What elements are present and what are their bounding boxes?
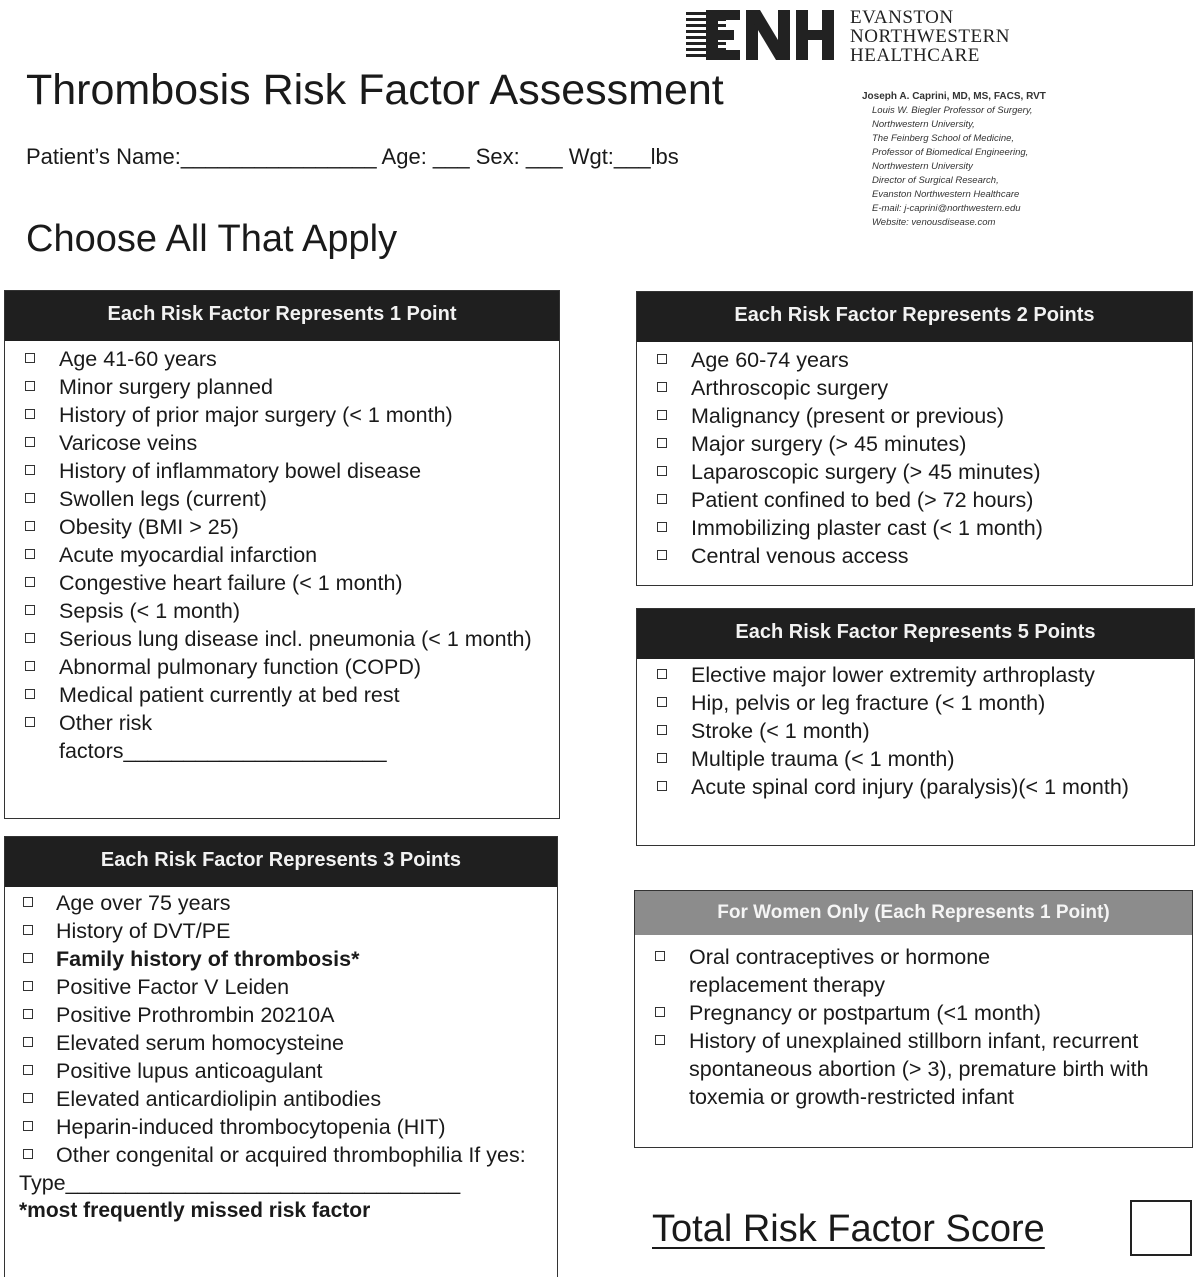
risk-item[interactable]	[5, 541, 559, 569]
risk-item-label: Laparoscopic surgery (> 45 minutes)	[691, 460, 1041, 484]
risk-item[interactable]	[5, 1029, 557, 1057]
risk-item[interactable]	[5, 597, 559, 625]
author-block	[862, 90, 1112, 230]
risk-item-label: Multiple trauma (< 1 month)	[691, 747, 955, 771]
risk-item-label: Elevated anticardiolipin antibodies	[56, 1087, 382, 1111]
risk-item[interactable]	[5, 457, 559, 485]
risk-item-label: Positive lupus anticoagulant	[56, 1059, 323, 1083]
checkbox-icon[interactable]	[657, 494, 667, 504]
risk-item-label: Obesity (BMI > 25)	[59, 515, 239, 539]
instruction-heading: Choose All That Apply	[26, 218, 398, 260]
risk-item[interactable]	[5, 889, 557, 917]
risk-item[interactable]	[5, 653, 559, 681]
checkbox-icon[interactable]	[657, 550, 667, 560]
author-line: Website: venousdisease.com	[872, 217, 996, 228]
author-name: Joseph A. Caprini, MD, MS, FACS, RVT	[862, 91, 1046, 102]
risk-item[interactable]	[637, 717, 1194, 745]
risk-item-label: Elective major lower extremity arthroplasty	[691, 663, 1095, 687]
author-line: Northwestern University	[872, 161, 973, 172]
risk-item-label: History of inflammatory bowel disease	[59, 459, 422, 483]
checkbox-icon[interactable]	[25, 521, 35, 531]
risk-item[interactable]	[5, 917, 557, 945]
risk-item[interactable]	[5, 345, 559, 373]
checkbox-icon[interactable]	[25, 353, 35, 363]
total-score-input[interactable]	[1130, 1200, 1192, 1256]
risk-item-label: Heparin-induced thrombocytopenia (HIT)	[56, 1115, 446, 1139]
checkbox-icon[interactable]	[23, 1149, 33, 1159]
risk-list	[637, 342, 1192, 570]
risk-item[interactable]	[637, 689, 1194, 717]
checkbox-icon[interactable]	[25, 605, 35, 615]
risk-item[interactable]	[5, 1001, 557, 1029]
risk-item-label: Medical patient currently at bed rest	[59, 683, 400, 707]
author-line: Director of Surgical Research,	[872, 175, 999, 186]
logo-line: NORTHWESTERN	[850, 26, 1011, 47]
risk-item-label: Central venous access	[691, 544, 909, 568]
checkbox-icon[interactable]	[25, 409, 35, 419]
risk-item[interactable]	[5, 429, 559, 457]
risk-item-label: Congestive heart failure (< 1 month)	[59, 571, 403, 595]
author-line: E-mail: j-caprini@northwestern.edu	[872, 203, 1021, 214]
checkbox-icon[interactable]	[655, 1035, 665, 1045]
risk-item-label: History of prior major surgery (< 1 month)	[59, 403, 453, 427]
author-line: Evanston Northwestern Healthcare	[872, 189, 1020, 200]
risk-box-3-points	[4, 836, 558, 1277]
risk-list	[637, 659, 1194, 801]
risk-item-label: Age 60-74 years	[691, 348, 849, 372]
checkbox-icon[interactable]	[25, 381, 35, 391]
logo-line: EVANSTON	[850, 7, 954, 28]
box-heading: For Women Only (Each Represents 1 Point)	[635, 891, 1192, 935]
risk-box-5-points	[636, 608, 1195, 846]
checkbox-icon[interactable]	[23, 953, 33, 963]
checkbox-icon[interactable]	[25, 493, 35, 503]
risk-item[interactable]	[5, 973, 557, 1001]
patient-info-line: Patient’s Name:________________ Age: ___ Sex: ___ Wgt:___lbs	[26, 144, 679, 169]
risk-item[interactable]	[637, 773, 1194, 801]
author-line: Professor of Biomedical Engineering,	[872, 147, 1029, 158]
risk-item[interactable]	[5, 569, 559, 597]
risk-item[interactable]	[5, 513, 559, 541]
risk-item-label: Other congenital or acquired thrombophilia If yes:	[56, 1143, 526, 1167]
checkbox-icon[interactable]	[23, 1065, 33, 1075]
risk-item-label: Positive Factor V Leiden	[56, 975, 290, 999]
risk-item[interactable]	[637, 458, 1192, 486]
risk-item-label: Acute spinal cord injury (paralysis)(< 1 month)	[691, 775, 1129, 799]
checkbox-icon[interactable]	[23, 897, 33, 907]
total-score-label: Total Risk Factor Score	[652, 1208, 1045, 1250]
risk-item-label: Age over 75 years	[56, 891, 231, 915]
footnote: *most frequently missed risk factor	[19, 1199, 371, 1222]
risk-item[interactable]	[5, 945, 557, 973]
risk-item[interactable]	[637, 661, 1194, 689]
risk-box-women-only	[634, 890, 1193, 1148]
risk-item[interactable]	[637, 745, 1194, 773]
risk-item[interactable]	[5, 1057, 557, 1085]
risk-item-label: Malignancy (present or previous)	[691, 404, 1005, 428]
risk-item[interactable]	[637, 542, 1192, 570]
risk-item[interactable]	[5, 373, 559, 401]
risk-item[interactable]	[637, 486, 1192, 514]
risk-item[interactable]	[637, 374, 1192, 402]
author-line: Louis W. Biegler Professor of Surgery,	[872, 105, 1033, 116]
risk-item[interactable]	[637, 430, 1192, 458]
risk-item-label: Swollen legs (current)	[59, 487, 267, 511]
risk-item-label: History of DVT/PE	[56, 919, 231, 943]
checkbox-icon[interactable]	[23, 1037, 33, 1047]
checkbox-icon[interactable]	[25, 437, 35, 447]
author-line: The Feinberg School of Medicine,	[872, 133, 1015, 144]
checkbox-icon[interactable]	[655, 951, 665, 961]
checkbox-icon[interactable]	[25, 577, 35, 587]
risk-item-label: Arthroscopic surgery	[691, 376, 889, 400]
risk-item-label: Abnormal pulmonary function (COPD)	[59, 655, 422, 679]
enh-logo-mark	[686, 8, 836, 62]
risk-item-label: Oral contraceptives or hormone replacement therapy	[689, 945, 991, 997]
checkbox-icon[interactable]	[25, 689, 35, 699]
checkbox-icon[interactable]	[23, 1121, 33, 1131]
risk-list	[5, 887, 557, 1169]
checkbox-icon[interactable]	[23, 925, 33, 935]
risk-item[interactable]	[635, 943, 1192, 999]
box-heading: Each Risk Factor Represents 2 Points	[637, 292, 1192, 342]
risk-item[interactable]	[5, 1141, 557, 1169]
checkbox-icon[interactable]	[23, 1093, 33, 1103]
logo-line: HEALTHCARE	[850, 45, 980, 66]
checkbox-icon[interactable]	[657, 753, 667, 763]
checkbox-icon[interactable]	[25, 465, 35, 475]
checkbox-icon[interactable]	[657, 522, 667, 532]
risk-item-label: Minor surgery planned	[59, 375, 273, 399]
risk-item-label: Stroke (< 1 month)	[691, 719, 870, 743]
risk-item[interactable]	[635, 1027, 1192, 1111]
checkbox-icon[interactable]	[23, 981, 33, 991]
risk-item[interactable]	[5, 709, 419, 765]
risk-item-label: Age 41-60 years	[59, 347, 217, 371]
box-heading: Each Risk Factor Represents 3 Points	[5, 837, 557, 887]
checkbox-icon[interactable]	[657, 382, 667, 392]
enh-logo	[686, 6, 1046, 66]
thrombophilia-type-field[interactable]: Type_________________________________	[19, 1171, 461, 1195]
risk-item-label: Patient confined to bed (> 72 hours)	[691, 488, 1034, 512]
risk-list	[635, 935, 1192, 1111]
risk-item[interactable]	[5, 625, 559, 653]
risk-item[interactable]	[635, 999, 1192, 1027]
risk-item[interactable]	[5, 1113, 557, 1141]
checkbox-icon[interactable]	[655, 1007, 665, 1017]
checkbox-icon[interactable]	[657, 725, 667, 735]
checkbox-icon[interactable]	[25, 717, 35, 727]
risk-item-label: Acute myocardial infarction	[59, 543, 318, 567]
author-line: Northwestern University,	[872, 119, 975, 130]
risk-item[interactable]	[5, 485, 559, 513]
risk-item[interactable]	[637, 402, 1192, 430]
risk-item[interactable]	[5, 681, 559, 709]
checkbox-icon[interactable]	[657, 697, 667, 707]
box-heading: Each Risk Factor Represents 5 Points	[637, 609, 1194, 659]
risk-item[interactable]	[5, 1085, 557, 1113]
checkbox-icon[interactable]	[657, 438, 667, 448]
risk-item-label: Varicose veins	[59, 431, 198, 455]
risk-item-label: Immobilizing plaster cast (< 1 month)	[691, 516, 1043, 540]
checkbox-icon[interactable]	[25, 661, 35, 671]
checkbox-icon[interactable]	[657, 466, 667, 476]
page-title: Thrombosis Risk Factor Assessment	[26, 66, 724, 114]
risk-box-2-points	[636, 291, 1193, 586]
checkbox-icon[interactable]	[657, 354, 667, 364]
enh-logo-text	[850, 8, 1010, 65]
checkbox-icon[interactable]	[25, 633, 35, 643]
risk-box-1-point	[4, 290, 560, 819]
box-heading: Each Risk Factor Represents 1 Point	[5, 291, 559, 341]
risk-item-label: Sepsis (< 1 month)	[59, 599, 241, 623]
checkbox-icon[interactable]	[657, 410, 667, 420]
risk-item-label: Elevated serum homocysteine	[56, 1031, 345, 1055]
risk-item-label: History of unexplained stillborn infant, recurrent spontaneous abortion (> 3), premature birth with toxemia or growth-restricted infant	[689, 1029, 1149, 1109]
risk-list	[5, 341, 559, 765]
risk-item[interactable]	[637, 514, 1192, 542]
risk-item-label: Positive Prothrombin 20210A	[56, 1003, 335, 1027]
risk-item[interactable]	[5, 401, 559, 429]
risk-item[interactable]	[637, 346, 1192, 374]
risk-item-label: Serious lung disease incl. pneumonia (< 1 month)	[59, 627, 532, 651]
risk-item-label: Major surgery (> 45 minutes)	[691, 432, 967, 456]
checkbox-icon[interactable]	[25, 549, 35, 559]
checkbox-icon[interactable]	[657, 781, 667, 791]
risk-item-label: Hip, pelvis or leg fracture (< 1 month)	[691, 691, 1046, 715]
risk-item-label: Other risk factors______________________	[59, 711, 387, 763]
checkbox-icon[interactable]	[657, 669, 667, 679]
checkbox-icon[interactable]	[23, 1009, 33, 1019]
risk-item-label: Pregnancy or postpartum (<1 month)	[689, 1001, 1041, 1025]
risk-item-label: Family history of thrombosis*	[56, 947, 360, 971]
